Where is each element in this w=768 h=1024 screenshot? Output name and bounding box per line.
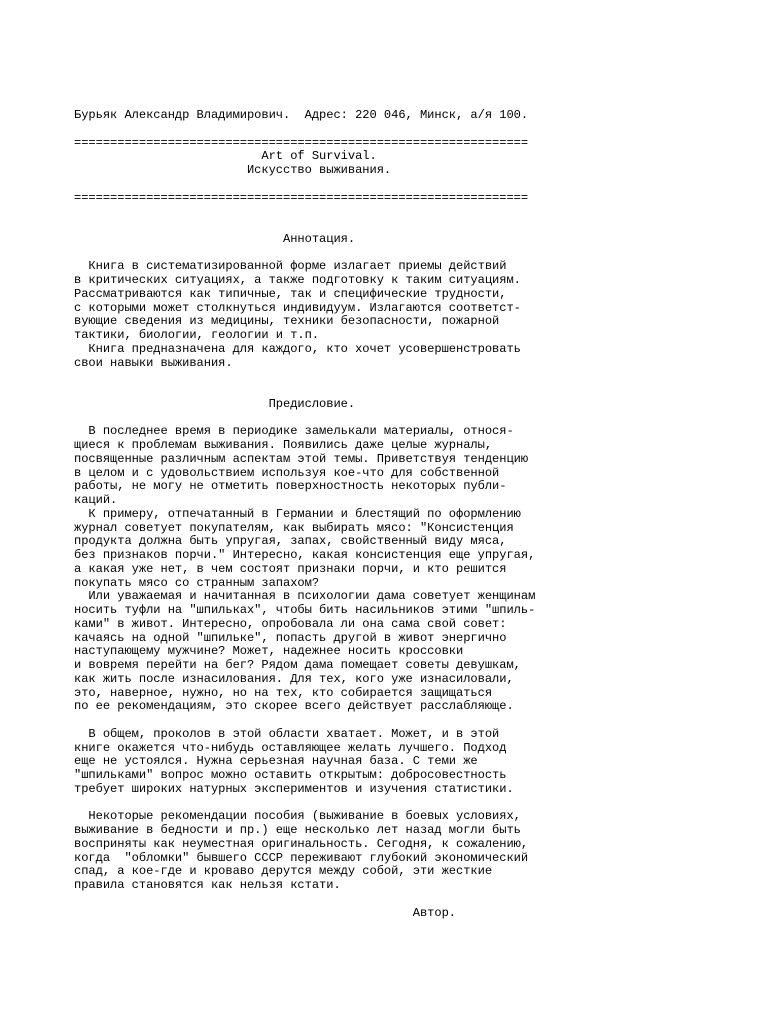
text-line: Art of Survival. [74,149,377,164]
text-line: В общем, проколов в этой области хватает. Может, и в этой [74,726,500,741]
blank-line [74,123,764,137]
blank-line [74,370,764,384]
text-line: посвященные различным аспектам этой темы. Приветствуя тенденцию [74,451,529,466]
text-line: тактики, биологии, геологии и т.п. [74,328,320,342]
text-line: это, наверное, нужно, но на тех, кто собирается защищаться [74,685,493,700]
text-line: а какая уже нет, в чем состоят признаки порчи, и кто решится [74,561,507,576]
text-line: свои навыки выживания. [74,355,233,370]
blank-line [74,412,764,426]
text-line: выживание в бедности и пр.) еще несколько лет назад могли быть [74,823,521,837]
text-line: качаясь на одной "шпильке", попасть другой в живот энергично [74,630,507,645]
document-page [74,109,764,920]
blank-line [74,797,764,811]
text-line: Или уважаемая и начитанная в психологии дама советует женщинам [74,589,536,604]
text-line: Аннотация. [74,231,356,246]
text-line: работы, не могу не отметить поверхностность некоторых публи- [74,479,507,494]
text-line: вующие сведения из медицины, техники безопасности, пожарной [74,314,500,329]
blank-line [74,178,764,192]
text-line: "шпильками" вопрос можно оставить открытым: добросовестность [74,768,507,782]
blank-line [74,247,764,261]
text-line: каций. [74,493,118,507]
text-line: еще не устоялся. Нужна серьезная научная база. С теми же [74,754,478,769]
blank-line [74,205,764,219]
blank-line [74,384,764,398]
blank-line [74,714,764,728]
text-line: восприняты как неуместная оригинальность. Сегодня, к сожалению, [74,836,529,851]
text-line: щиеся к проблемам выживания. Появились даже целые журналы, [74,438,493,452]
text-line: продукта должна быть упругая, запах, свойственный виду мяса, [74,534,507,549]
text-line: Автор. [74,905,456,920]
text-line: Книга предназначена для каждого, кто хочет усовершенстровать [74,341,521,356]
text-line: К примеру, отпечатанный в Германии и блестящий по оформлению [74,506,521,521]
blank-line [74,893,764,907]
text-line: журнал советует покупателям, как выбирать мясо: "Консистенция [74,520,514,535]
text-line: требует широких натурных экспериментов и изучения статистики. [74,781,514,796]
text-line: и вовремя перейти на бег? Рядом дама помещает советы девушкам, [74,658,521,672]
text-line: наступающему мужчине? Может, надежнее носить кроссовки [74,644,464,659]
text-line: покупать мясо со странным запахом? [74,575,320,590]
text-line: Бурьяк Александр Владимирович. Адрес: 220 046, Минск, а/я 100. [74,108,529,122]
text-line: носить туфли на "шпильках", чтобы бить насильников этими "шпиль- [74,603,536,617]
text-line: =============================================================== [74,135,529,150]
text-line: по ее рекомендациям, это скорее всего действует расслабляюще. [74,699,514,714]
blank-line [74,219,764,233]
text-line: В последнее время в периодике замелькали материалы, относя- [74,424,514,439]
text-line: =============================================================== [74,190,529,205]
text-line: Книга в систематизированной форме излагает приемы действий [74,259,507,274]
text-line: когда "обломки" бывшего СССР переживают глубокий экономический [74,850,529,865]
text-line: ками" в живот. Интересно, опробовала ли она сама свой совет: [74,616,507,631]
text-line: в критических ситуациях, а также подготовку к таким ситуациям. [74,273,521,287]
text-line: Рассматриваются как типичные, так и специфические трудности, [74,286,507,301]
text-line: Предисловие. [74,396,356,411]
text-line: правила становятся как нельзя кстати. [74,878,341,892]
text-line: с которыми может столкнуться индивидуум. Излагаются соответст- [74,300,521,315]
text-line: Искусство выживания. [74,163,392,177]
text-line: как жить после изнасилования. Для тех, кого уже изнасиловали, [74,671,514,686]
text-line: книге окажется что-нибудь оставляющее желать лучшего. Подход [74,740,507,755]
text-line: в целом и с удовольствием используя кое-что для собственной [74,465,500,480]
text-line: спад, а кое-где и кроваво дерутся между собой, эти жесткие [74,864,493,879]
text-line: без признаков порчи." Интересно, какая консистенция еще упругая, [74,548,536,562]
text-line: Некоторые рекомендации пособия (выживание в боевых условиях, [74,809,521,824]
